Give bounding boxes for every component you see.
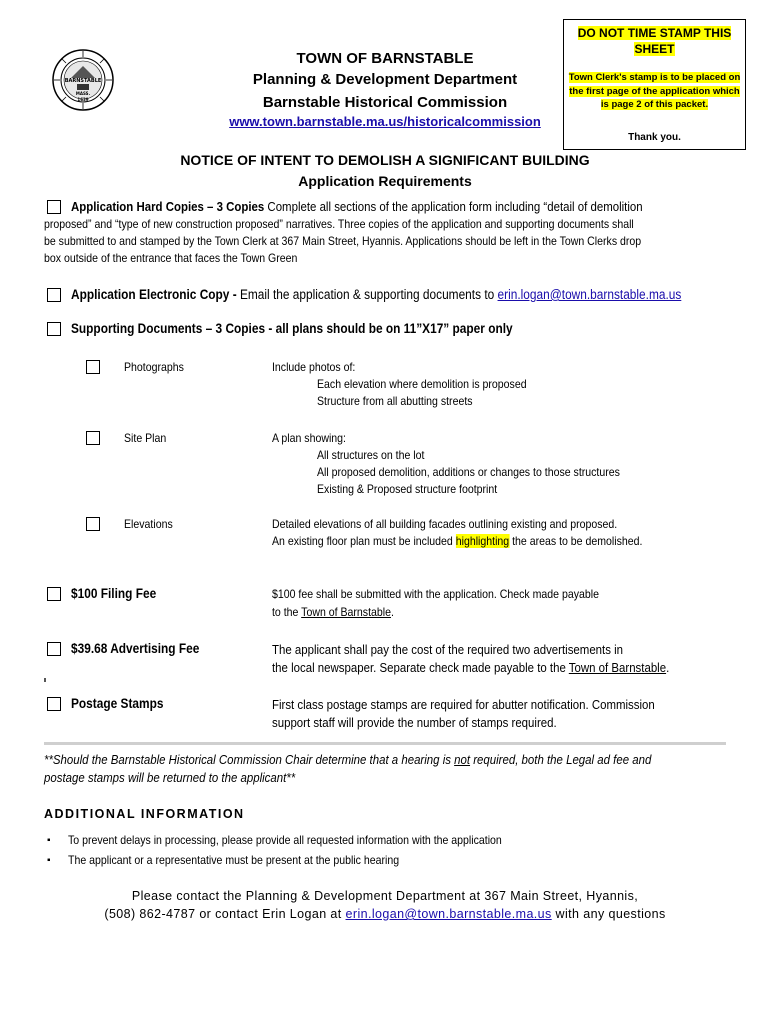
footnote-not-word: not — [454, 752, 471, 767]
advertising-fee-line-2-end: . — [666, 660, 670, 675]
electronic-copy-line — [71, 286, 681, 303]
hard-copies-label: Application Hard Copies – 3 Copies — [71, 199, 265, 214]
hard-copies-line2: proposed” and “type of new construction proposed” narratives. Three copies of the application and supporting documents shall — [44, 217, 634, 231]
filing-fee-checkbox[interactable] — [47, 587, 61, 601]
hard-copies-line4: box outside of the entrance that faces the Town Green — [44, 251, 298, 265]
seal-year: 1639 — [77, 97, 89, 102]
filing-fee-label: $100 Filing Fee — [71, 586, 157, 601]
filing-fee-payee: Town of Barnstable — [301, 605, 391, 619]
highlighting-word: highlighting — [455, 534, 510, 548]
bullet-1-icon: ▪ — [47, 835, 51, 846]
stamp-box-note: Town Clerk's stamp is to be placed on the first page of the application which is page 2 of this packet. — [568, 72, 741, 110]
photographs-item-1: Each elevation where demolition is proposed — [317, 377, 527, 391]
elevations-line-2-start: An existing floor plan must be included — [272, 534, 456, 548]
postage-line-2: support staff will provide the number of stamps required. — [272, 715, 557, 730]
advertising-fee-checkbox[interactable] — [47, 642, 61, 656]
hard-copies-text: Complete all sections of the application form including “detail of demolition — [264, 199, 643, 214]
photographs-item-2: Structure from all abutting streets — [317, 394, 473, 408]
site-plan-checkbox[interactable] — [86, 431, 100, 445]
contact-line-1: Please contact the Planning & Development Department at 367 Main Street, Hyannis, — [131, 889, 639, 903]
footnote-line-1-end: required, both the Legal ad fee and — [470, 752, 652, 767]
footnote-line-2: postage stamps will be returned to the applicant** — [44, 770, 296, 785]
photographs-label: Photographs — [124, 360, 184, 374]
contact-email-link[interactable]: erin.logan@town.barnstable.ma.us — [345, 907, 552, 921]
stamp-box-thanks: Thank you. — [628, 132, 681, 143]
site-plan-item-1: All structures on the lot — [317, 448, 425, 462]
footnote-line-1-start: **Should the Barnstable Historical Commission Chair determine that a hearing is — [44, 752, 455, 767]
supporting-docs-label: Supporting Documents – 3 Copies - all plans should be on 11”X17” paper only — [71, 321, 513, 336]
advertising-fee-payee: Town of Barnstable — [568, 660, 667, 675]
additional-item-1: To prevent delays in processing, please provide all requested information with the application — [68, 833, 502, 847]
hard-copies-checkbox[interactable] — [47, 200, 61, 214]
hard-copies-line1 — [71, 198, 643, 215]
site-plan-label: Site Plan — [124, 431, 167, 445]
town-seal — [51, 48, 115, 112]
stamp-notice-box — [563, 19, 746, 150]
photographs-intro: Include photos of: — [272, 360, 356, 374]
contact-line-2-end: with any questions — [551, 907, 666, 921]
elevations-line-2-end: the areas to be demolished. — [509, 534, 643, 548]
stray-mark — [44, 678, 46, 682]
stamp-box-title: DO NOT TIME STAMP THIS SHEET — [577, 26, 732, 56]
town-title: TOWN OF BARNSTABLE — [296, 50, 474, 67]
elevations-label: Elevations — [124, 517, 173, 531]
electronic-copy-checkbox[interactable] — [47, 288, 61, 302]
hard-copies-line3: be submitted to and stamped by the Town Clerk at 367 Main Street, Hyannis. Applications should be left in the Town Clerks drop — [44, 234, 642, 248]
footnote-line-1 — [44, 751, 651, 768]
site-plan-item-2: All proposed demolition, additions or changes to those structures — [317, 465, 620, 479]
commission-website-link[interactable]: www.town.barnstable.ma.us/historicalcommission — [229, 114, 541, 129]
site-plan-item-3: Existing & Proposed structure footprint — [317, 482, 498, 496]
department-name: Planning & Development Department — [252, 71, 518, 88]
advertising-fee-line-2-start: the local newspaper. Separate check made payable to the — [272, 660, 569, 675]
commission-name: Barnstable Historical Commission — [262, 94, 508, 111]
postage-stamps-checkbox[interactable] — [47, 697, 61, 711]
photographs-checkbox[interactable] — [86, 360, 100, 374]
advertising-fee-line-1: The applicant shall pay the cost of the required two advertisements in — [272, 642, 624, 657]
supporting-docs-checkbox[interactable] — [47, 322, 61, 336]
postage-line-1: First class postage stamps are required for abutter notification. Commission — [272, 697, 655, 712]
electronic-email-link[interactable]: erin.logan@town.barnstable.ma.us — [497, 287, 682, 302]
seal-name: BARNSTABLE — [64, 78, 102, 84]
postage-stamps-label: Postage Stamps — [71, 696, 164, 711]
filing-fee-line-2 — [272, 604, 394, 621]
filing-fee-line-2-start: to the — [272, 605, 302, 619]
elevations-checkbox[interactable] — [86, 517, 100, 531]
additional-item-2: The applicant or a representative must be present at the public hearing — [68, 853, 400, 867]
elevations-line-2 — [272, 533, 642, 550]
filing-fee-line-1: $100 fee shall be submitted with the application. Check made payable — [272, 587, 599, 601]
electronic-copy-label: Application Electronic Copy - — [71, 287, 237, 302]
elevations-line-1: Detailed elevations of all building facades outlining existing and proposed. — [272, 517, 618, 531]
section-divider — [44, 742, 726, 745]
filing-fee-line-2-end: . — [390, 605, 394, 619]
seal-state: MASS. — [75, 91, 91, 96]
contact-line-2-start: (508) 862-4787 or contact Erin Logan at — [104, 907, 346, 921]
site-plan-intro: A plan showing: — [272, 431, 346, 445]
advertising-fee-label: $39.68 Advertising Fee — [71, 641, 200, 656]
notice-title: NOTICE OF INTENT TO DEMOLISH A SIGNIFICANT BUILDING — [180, 152, 590, 168]
additional-info-heading: ADDITIONAL INFORMATION — [44, 807, 245, 821]
contact-line-2 — [0, 907, 770, 921]
requirements-subtitle: Application Requirements — [298, 173, 472, 189]
advertising-fee-line-2 — [272, 659, 669, 676]
electronic-copy-text: Email the application & supporting documents to — [236, 287, 498, 302]
bullet-2-icon: ▪ — [47, 855, 51, 866]
